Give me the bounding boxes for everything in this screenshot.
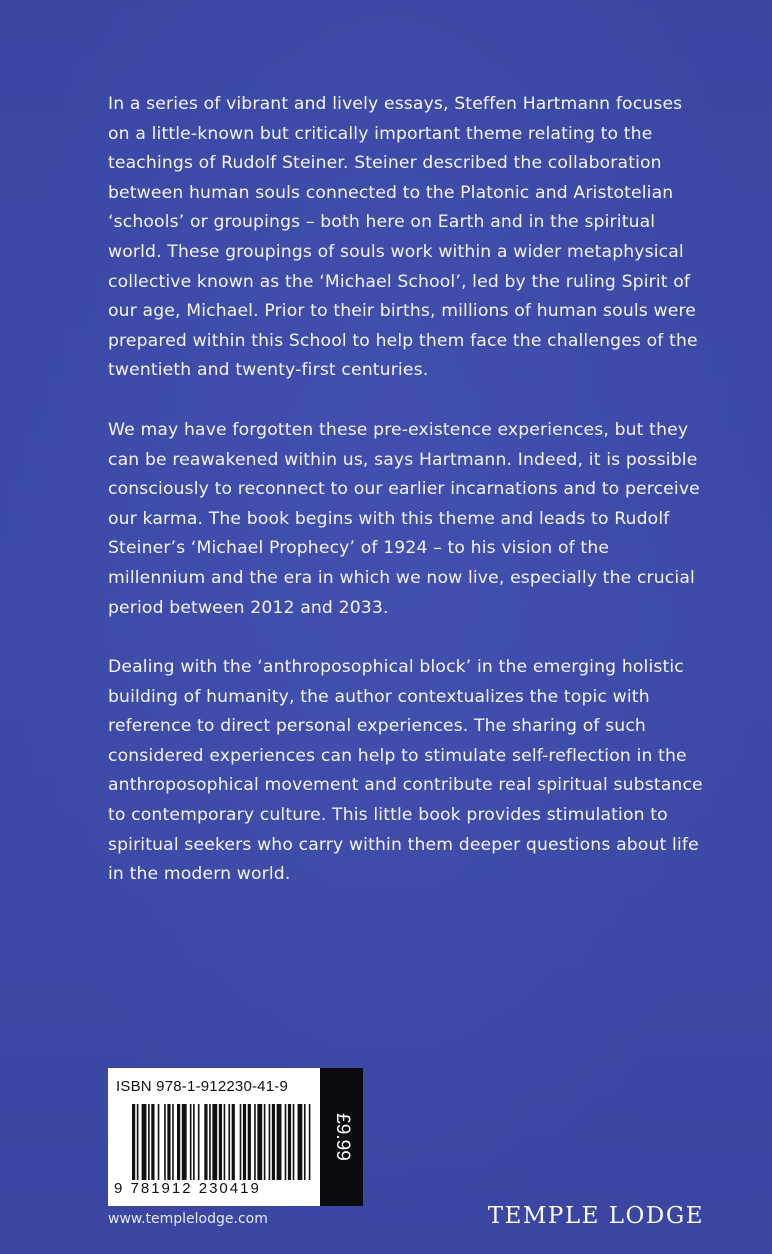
blurb-paragraph-3: Dealing with the ‘anthroposophical block’ in the emerging holistic building of humanity, the author contextualizes the topic with reference to direct personal experiences. The sharing of such considered experiences can help to stimulate self-reflection in the anthroposophical movement and contribute real spiritual substance to contemporary culture. This little book provides stimulation to spiritual seekers who carry within them deeper questions about life in the modern world. [108, 657, 703, 885]
barcode-icon [132, 1104, 312, 1180]
blurb-paragraph-2: We may have forgotten these pre-existence experiences, but they can be reawakened within us, says Hartmann. Indeed, it is possible consciously to reconnect to our earlier incarnations and to perceive our karma. The book begins with this theme and leads to Rudolf Steiner’s ‘Michael Prophecy’ of 1924 – to his vision of the millennium and the era in which we now live, especially the crucial period between 2012 and 2033. [108, 419, 700, 618]
isbn-label: ISBN 978-1-912230-41-9 [116, 1078, 289, 1095]
publisher-website: www.templelodge.com [108, 1211, 268, 1227]
cover-blurb [108, 90, 708, 920]
ean-digits: 9 781912 230419 [114, 1180, 261, 1197]
publisher-logo: TEMPLE LODGE [487, 1203, 704, 1229]
blurb-paragraph-1: In a series of vibrant and lively essays, Steffen Hartmann focuses on a little-known but critically important theme relating to the teachings of Rudolf Steiner. Steiner described the collaboration between human souls connected to the Platonic and Aristotelian ‘schools’ or groupings – both here on Earth and in the spiritual world. These groupings of souls work within a wider metaphysical collective known as the ‘Michael School’, led by the ruling Spirit of our age, Michael. Prior to their births, millions of human souls were prepared within this School to help them face the challenges of the twentieth and twenty-first centuries. [108, 94, 698, 381]
price-strip [320, 1068, 363, 1206]
isbn-barcode-box [108, 1068, 363, 1206]
price-label: £9.99 [331, 1113, 353, 1161]
